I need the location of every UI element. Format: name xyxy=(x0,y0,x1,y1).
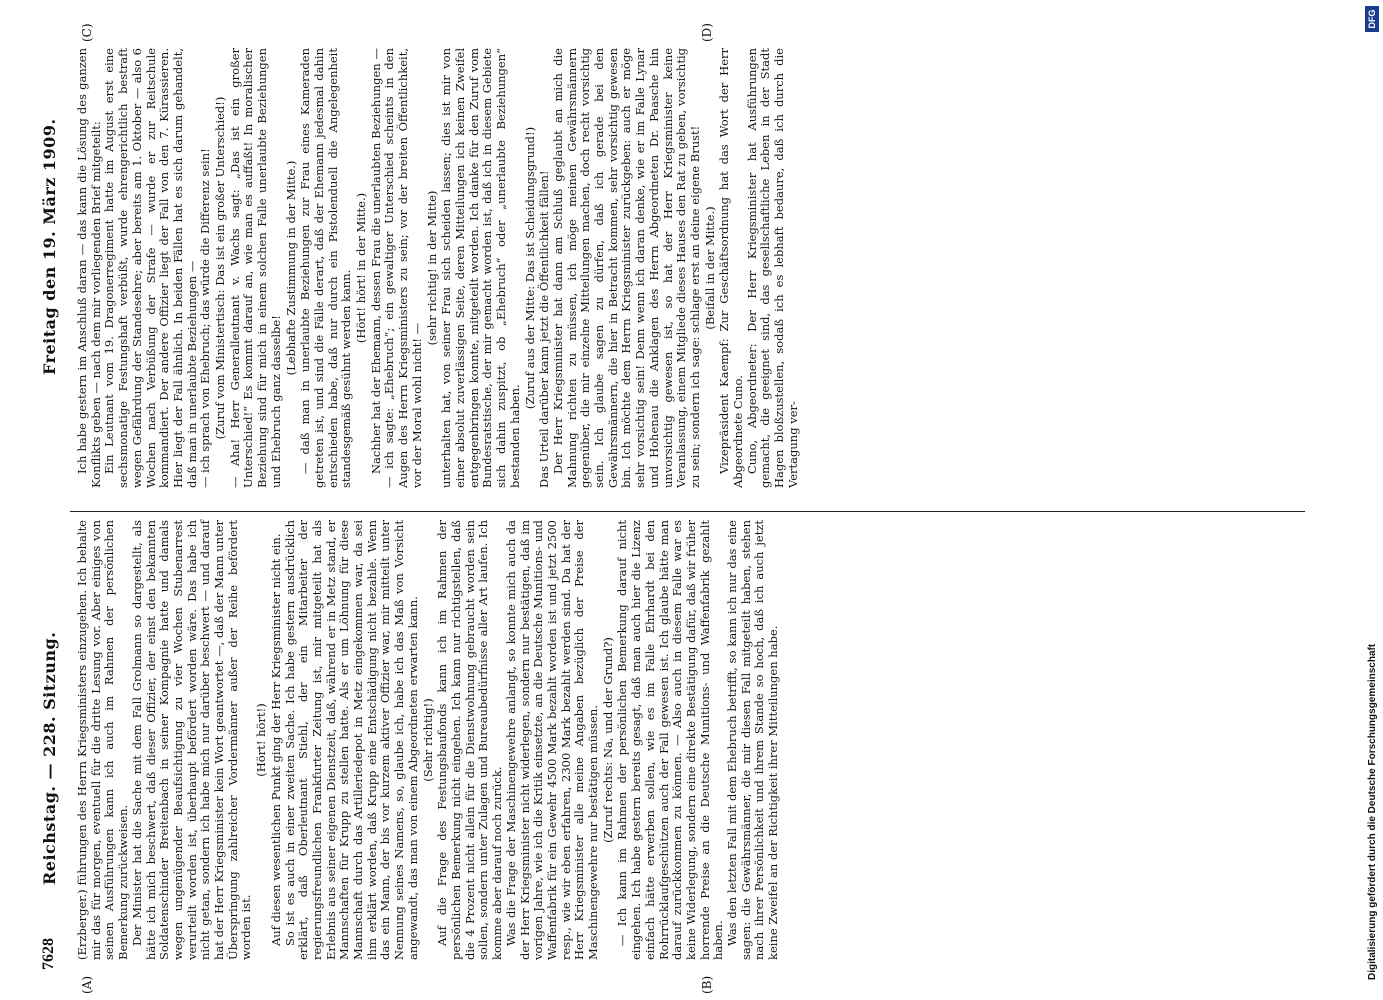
paragraph: Das Urteil darüber kann jetzt die Öffentlichkeit fällen! xyxy=(537,170,552,488)
paragraph: Nachher hat der Ehemann, dessen Frau die unerlaubten Beziehungen — — ich sagte: „Ehebruch“; ein gewaltiger Unterschied scheints in den Augen des Herrn Kriegsministers zu sein; vor der breiten Öffentlichkeit, vor der Moral wohl nicht! — xyxy=(368,48,424,488)
paragraph: Ich habe gestern im Anschluß daran — das kann die Lösung des ganzen Konflikts geben — nach dem mir vorliegenden Brief mitgeteilt: xyxy=(75,48,103,488)
paragraph: — Aha! Herr Generalleutnant v. Wachs sagt: „Das ist ein großer Unterschied!“ Es kommt darauf an, wie man es auffaßt! In moralischer Beziehung sind für mich in einem solchen Falle unerlaubte Beziehungen und Ehebruch ganz dasselbe! xyxy=(227,48,283,488)
paragraph: — ich sprach von Ehebruch; das würde die Differenz sein! xyxy=(198,148,213,488)
page-number: 7628 xyxy=(40,938,57,970)
margin-marker-c: (C) xyxy=(80,23,94,42)
page-header xyxy=(40,25,66,970)
interjection: (sehr richtig! in der Mitte) xyxy=(424,190,439,346)
paragraph: Auf die Frage des Festungsbaufonds kann ich im Rahmen der persönlichen Bemerkung nicht eingehen. Ich kann nur richtigstellen, daß die 4 Prozent nicht allein für die Dienstwohnung gebraucht worden sein sollen, sondern unter Zulagen und Bureaubedürfnisse aller Art laufen. Ich komme aber darauf noch zurück. xyxy=(435,520,505,960)
paragraph: (Erzberger.) führungen des Herrn Kriegsministers einzugehen. Ich behalte mir das für morgen, eventuell für die dritte Lesung vor. Aber einiges von seinen Ausführungen kann ich auch im Rahmen der persönlichen Bemerkung zurückweisen. xyxy=(75,520,131,960)
paragraph: unterhalten hat, von seiner Frau sich scheiden lassen; dies ist mir von einer absolut zuverlässigen Seite, deren Mitteilungen ich keinen Zweifel entgegenbringen konnte, mitgeteilt worden. Ich danke für den Zuruf vom Bundesratstische, der mir gemacht worden ist, daß ich in diesem Gebiete sich dahin zuspitzt, ob „Ehebruch“ oder „unerlaubte Beziehungen“ bestanden haben. xyxy=(439,48,522,488)
right-column xyxy=(76,48,801,488)
interjection: (Zuruf aus der Mitte: Das ist Scheidungsgrund!) xyxy=(522,126,537,410)
margin-marker-d: (D) xyxy=(700,23,714,42)
session-date: Freitag den 19. März 1909. xyxy=(40,118,59,375)
interjection: (Zuruf rechts: Na, und der Grund?) xyxy=(600,637,615,843)
paragraph: — daß man in unerlaubte Beziehungen zur Frau eines Kameraden getreten ist, und sind die Fälle derart, daß der Ehemann jedesmal dahin entschieden habe, daß nur durch ein Pistolenduell die Angelegenheit standesgemäß gesühnt werden kann. xyxy=(298,48,354,488)
interjection: (Sehr richtig!) xyxy=(420,698,435,782)
paragraph: Der Minister hat die Sache mit dem Fall Grolmann so dargestellt, als hätte ich mich beschwert, daß dieser Offizier, der einst den bekannten Soldatenschinder Breitenbach in seiner Kompagnie hatte und damals wegen ungenügender Beaufsichtigung zu vier Wochen Stubenarrest verurteilt worden ist, überhaupt befördert worden wäre. Das habe ich nicht getan, sondern ich habe mich nur darüber beschwert — und darauf hat der Herr Kriegsminister kein Wort geantwortet —, daß der Mann unter Überspringung zahlreicher Vordermänner außer der Reihe befördert worden ist. xyxy=(129,520,254,960)
paragraph: Cuno, Abgeordneter: Der Herr Kriegsminister hat Ausführungen gemacht, die geeignet sind, das gesellschaftliche Leben in der Stadt Hagen bloßzustellen, sodaß ich es lebhaft bedaure, daß ich durch die Vertagung ver- xyxy=(744,48,800,488)
paragraph: Der Herr Kriegsminister hat dann am Schluß geglaubt an mich die Mahnung richten zu müssen, ich möge meinen Gewährsmännern gegenüber, die mir einzelne Mitteilungen machen, doch recht vorsichtig sein. Ich glaube sagen zu dürfen, daß ich gerade bei den Gewährsmännern, die hier in Betracht kommen, sehr vorsichtig gewesen bin. Ich möchte dem Herrn Kriegsminister zurückgeben: auch er möge sehr vorsichtig sein! Denn wenn ich daran denke, wie er im Falle Lynar und Hohenau die Anklagen des Herrn Abgeordneten Dr. Paasche hin unvorsichtig gewesen ist, so hat der Herr Kriegsminister keine Veranlassung, einem Mitgliede dieses Hauses den Rat zu geben, vorsichtig zu sein; sondern ich sage: schlage erst an deine eigene Brust! xyxy=(550,48,702,488)
paragraph: Ein Leutnant vom 19. Dragonerregiment hatte im August erst eine sechsmonatige Festungshaft verbüßt, wurde ehrengerichtlich bestraft wegen Gefährdung der Standesehre; aber bereits am 1. Oktober — also 6 Wochen nach Verbüßung der Strafe — wurde er zur Reitschule kommandiert. Der andere Offizier liegt der Fall von den 7. Kürassieren. Hier liegt der Fall ähnlich. In beiden Fällen hat es sich darum gehandelt, daß man in unerlaubte Beziehungen — xyxy=(102,48,199,488)
column-divider xyxy=(70,511,1305,512)
margin-marker-b: (B) xyxy=(700,975,714,994)
digitization-credit: Digitalisierung gefördert durch die Deutsche Forschungsgemeinschaft xyxy=(1367,643,1378,980)
paragraph: So ist es auch in einer zweiten Sache. Ich habe gestern ausdrücklich erklärt, daß Oberleutnant Stiehl, der ein Mitarbeiter der regierungsfreundlichen Frankfurter Zeitung ist, mir mitgeteilt hat als Erlebnis aus seiner eigenen Dienstzeit, daß, während er in Metz stand, er Mannschaften für Krupp zu stellen hatte. Als er um Löhnung für diese Mannschaft durch das Artilleriedepot in Metz eingekommen war, da sei ihm erklärt worden, daß Krupp eine Entschädigung nicht bezahle. Wenn das ein Mann, der bis vor kurzem aktiver Offizier war, mir mitteilt unter Nennung seines Namens, so, glaube ich, habe ich das Maß von Vorsicht angewandt, das man von einem Abgeordneten erwarten kann. xyxy=(282,520,420,960)
interjection: (Zuruf vom Ministertisch: Das ist ein großer Unterschied!) xyxy=(213,96,228,440)
paragraph: — Ich kann im Rahmen der persönlichen Bemerkung darauf nicht eingehen. Ich habe gestern bereits gesagt, daß man auch hier die Lizenz einfach hätte erwerben sollen, wie es im Falle Ehrhardt bei den Rohrrücklaufgeschützen auch der Fall gewesen ist. Ich glaube hätte man darauf zurückkommen zu können. — Also auch in diesem Falle war es keine Widerlegung, sondern eine direkte Bestätigung dafür, daß wir früher horrende Preise an die Deutsche Munitions- und Waffenfabrik gezahlt haben. xyxy=(615,520,726,960)
left-column xyxy=(76,520,781,960)
interjection: (Hört! hört! in der Mitte.) xyxy=(354,192,369,344)
paragraph: Was den letzten Fall mit dem Ehebruch betrifft, so kann ich nur das eine sagen: die Gewährsmänner, die mir diesen Fall mitgeteilt haben, stehen nach ihrer Persönlichkeit und ihrem Stande so hoch, daß ich auch jetzt keine Zweifel an der Richtigkeit ihrer Mitteilungen habe. xyxy=(725,520,781,960)
paragraph: Was die Frage der Maschinengewehre anlangt, so konnte mich auch da der Herr Kriegsminister nicht widerlegen, sondern nur bestätigen, daß im vorigen Jahre, wie ich die Kritik einsetzte, an die Deutsche Munitions- und Waffenfabrik für ein Gewehr 4500 Mark bezahlt worden ist und jetzt 2500 resp., wie wir eben erfahren, 2300 Mark bezahlt werden sind. Da hat der Herr Kriegsminister alle meine Angaben bezüglich der Preise der Maschinengewehre nur bestätigen müssen. xyxy=(503,520,601,960)
page-title: Reichstag. — 228. Sitzung. xyxy=(40,631,59,885)
interjection: (Hört! hört!) xyxy=(254,703,269,777)
interjection: (Beifall in der Mitte.) xyxy=(702,206,717,330)
paragraph: Vizepräsident Kaempf: Zur Geschäftsordnung hat das Wort der Herr Abgeordnete Cuno. xyxy=(717,48,746,488)
paragraph: Auf diesen wesentlichen Punkt ging der Herr Kriegsminister nicht ein. xyxy=(268,533,283,946)
dfg-logo: DFG xyxy=(1365,6,1379,32)
margin-marker-a: (A) xyxy=(80,975,94,994)
interjection: (Lebhafte Zustimmung in der Mitte.) xyxy=(283,160,298,376)
